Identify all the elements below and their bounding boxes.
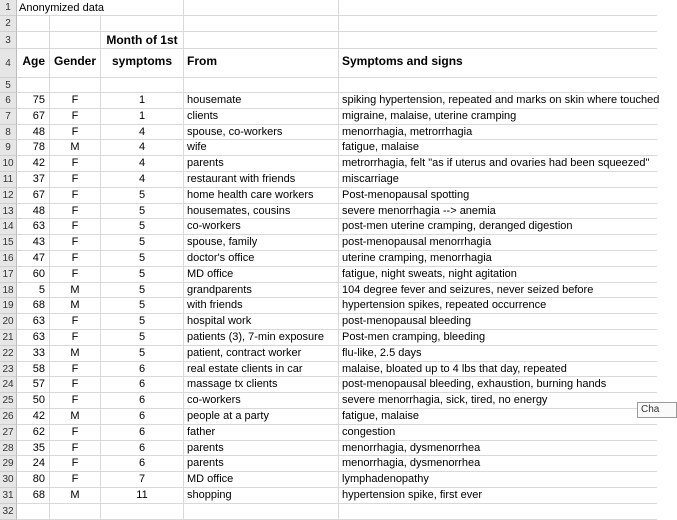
sheet-row xyxy=(0,425,657,441)
from-cell[interactable]: shopping xyxy=(184,488,339,504)
gender-header[interactable]: Gender xyxy=(50,49,101,78)
sheet-row xyxy=(0,267,657,283)
gender-cell[interactable]: F xyxy=(50,109,101,125)
age-cell[interactable]: 75 xyxy=(17,93,50,109)
gender-cell[interactable]: F xyxy=(50,314,101,330)
from-cell[interactable]: parents xyxy=(184,156,339,172)
from-cell[interactable]: housemates, cousins xyxy=(184,204,339,220)
age-cell[interactable]: 48 xyxy=(17,125,50,141)
symptoms-cell[interactable]: post-menopausal bleeding xyxy=(339,314,657,330)
from-cell[interactable]: restaurant with friends xyxy=(184,172,339,188)
gender-cell[interactable]: F xyxy=(50,456,101,472)
gender-cell[interactable]: F xyxy=(50,172,101,188)
gender-cell[interactable]: F xyxy=(50,330,101,346)
symptoms-cell[interactable]: hypertension spikes, repeated occurrence xyxy=(339,298,657,314)
cell[interactable] xyxy=(184,16,339,32)
row-header[interactable]: 12 xyxy=(0,188,17,204)
symptoms-cell[interactable]: metrorrhagia, felt "as if uterus and ovaries had been squeezed" xyxy=(339,156,657,172)
symptoms-cell[interactable]: fatigue, malaise xyxy=(339,409,657,425)
row-header[interactable]: 3 xyxy=(0,32,17,49)
cell[interactable] xyxy=(339,0,657,16)
sheet-row xyxy=(0,93,660,109)
month-cell[interactable]: 5 xyxy=(101,298,184,314)
month-cell[interactable]: 6 xyxy=(101,456,184,472)
sheet-row xyxy=(0,204,657,220)
row-header[interactable]: 22 xyxy=(0,346,17,362)
age-cell[interactable]: 33 xyxy=(17,346,50,362)
sheet-row xyxy=(0,0,657,16)
month-cell[interactable]: 1 xyxy=(101,109,184,125)
from-cell[interactable]: wife xyxy=(184,140,339,156)
row-header[interactable]: 11 xyxy=(0,172,17,188)
from-cell[interactable]: MD office xyxy=(184,267,339,283)
row-header[interactable]: 16 xyxy=(0,251,17,267)
cell[interactable] xyxy=(101,78,184,93)
month-cell[interactable]: 5 xyxy=(101,204,184,220)
row-header[interactable]: 26 xyxy=(0,409,17,425)
cell[interactable] xyxy=(17,78,50,93)
cell[interactable] xyxy=(17,16,50,32)
row-header[interactable]: 8 xyxy=(0,125,17,141)
sheet-row xyxy=(0,251,657,267)
gender-cell[interactable]: F xyxy=(50,362,101,378)
from-cell[interactable]: housemate xyxy=(184,93,339,109)
month-cell[interactable]: 7 xyxy=(101,472,184,488)
symptoms-cell[interactable]: spiking hypertension, repeated and marks on skin where touched xyxy=(339,93,657,109)
sheet-row xyxy=(0,78,657,93)
cell[interactable] xyxy=(184,0,339,16)
row-header[interactable]: 15 xyxy=(0,235,17,251)
title-cell[interactable]: Anonymized data xyxy=(17,0,184,16)
age-cell[interactable]: 60 xyxy=(17,267,50,283)
row-header[interactable]: 23 xyxy=(0,362,17,378)
row-header[interactable]: 2 xyxy=(0,16,17,32)
row-header[interactable]: 20 xyxy=(0,314,17,330)
row-header[interactable]: 9 xyxy=(0,140,17,156)
age-cell[interactable]: 37 xyxy=(17,172,50,188)
age-cell[interactable]: 48 xyxy=(17,204,50,220)
month-cell[interactable]: 5 xyxy=(101,251,184,267)
cell[interactable] xyxy=(50,78,101,93)
symptoms-cell[interactable]: menorrhagia, metrorrhagia xyxy=(339,125,657,141)
cell[interactable] xyxy=(50,16,101,32)
from-cell[interactable]: spouse, co-workers xyxy=(184,125,339,141)
month-cell[interactable]: 4 xyxy=(101,172,184,188)
gender-cell[interactable]: F xyxy=(50,393,101,409)
cell[interactable] xyxy=(101,16,184,32)
cell[interactable] xyxy=(184,32,339,49)
symptoms-cell[interactable]: post-menopausal menorrhagia xyxy=(339,235,657,251)
row-header[interactable]: 24 xyxy=(0,377,17,393)
age-cell[interactable]: 68 xyxy=(17,488,50,504)
month-cell[interactable]: 6 xyxy=(101,441,184,457)
gender-cell[interactable]: F xyxy=(50,267,101,283)
row-header[interactable]: 13 xyxy=(0,204,17,220)
age-cell[interactable]: 47 xyxy=(17,251,50,267)
sheet-row xyxy=(0,314,657,330)
row-header[interactable]: 1 xyxy=(0,0,17,16)
cell-tooltip: Cha xyxy=(637,402,677,418)
sheet-row xyxy=(0,235,657,251)
sheet-row xyxy=(0,393,657,409)
from-cell[interactable]: patients (3), 7-min exposure xyxy=(184,330,339,346)
month-cell[interactable]: 11 xyxy=(101,488,184,504)
sheet-row xyxy=(0,49,657,78)
age-cell[interactable]: 35 xyxy=(17,441,50,457)
cell[interactable] xyxy=(339,504,657,520)
sheet-row xyxy=(0,298,657,314)
gender-cell[interactable]: M xyxy=(50,409,101,425)
sheet-row xyxy=(0,441,657,457)
symptoms-cell[interactable]: fatigue, night sweats, night agitation xyxy=(339,267,657,283)
symptoms-cell[interactable]: severe menorrhagia, sick, tired, no energy xyxy=(339,393,657,409)
symptoms-cell[interactable]: Post-menopausal spotting xyxy=(339,188,657,204)
month-cell[interactable]: 5 xyxy=(101,235,184,251)
from-cell[interactable]: clients xyxy=(184,109,339,125)
symptoms-cell[interactable]: post-men uterine cramping, deranged digestion xyxy=(339,219,657,235)
row-header[interactable]: 29 xyxy=(0,456,17,472)
row-header[interactable]: 27 xyxy=(0,425,17,441)
sheet-row xyxy=(0,362,657,378)
gender-cell[interactable]: F xyxy=(50,472,101,488)
symptoms-cell[interactable]: hypertension spike, first ever xyxy=(339,488,657,504)
sheet-row xyxy=(0,125,657,141)
sheet-row xyxy=(0,156,657,172)
cell[interactable] xyxy=(50,32,101,49)
sheet-row xyxy=(0,409,657,425)
month-header-line1[interactable]: Month of 1st xyxy=(101,32,184,49)
sheet-row xyxy=(0,504,657,520)
symptoms-cell[interactable]: Post-men cramping, bleeding xyxy=(339,330,657,346)
from-cell[interactable]: with friends xyxy=(184,298,339,314)
age-cell[interactable]: 42 xyxy=(17,409,50,425)
age-cell[interactable]: 42 xyxy=(17,156,50,172)
gender-cell[interactable]: M xyxy=(50,283,101,299)
row-header[interactable]: 21 xyxy=(0,330,17,346)
row-header[interactable]: 31 xyxy=(0,488,17,504)
cell[interactable] xyxy=(101,504,184,520)
age-cell[interactable]: 67 xyxy=(17,188,50,204)
symptoms-cell[interactable]: migraine, malaise, uterine cramping xyxy=(339,109,657,125)
gender-cell[interactable]: F xyxy=(50,204,101,220)
month-cell[interactable]: 4 xyxy=(101,125,184,141)
symptoms-cell[interactable]: uterine cramping, menorrhagia xyxy=(339,251,657,267)
cell[interactable] xyxy=(339,78,657,93)
row-header[interactable]: 19 xyxy=(0,298,17,314)
row-header[interactable]: 25 xyxy=(0,393,17,409)
sheet-row xyxy=(0,472,657,488)
gender-cell[interactable]: F xyxy=(50,156,101,172)
age-cell[interactable]: 63 xyxy=(17,219,50,235)
month-cell[interactable]: 6 xyxy=(101,425,184,441)
symptoms-cell[interactable]: menorrhagia, dysmenorrhea xyxy=(339,441,657,457)
sheet-row xyxy=(0,188,657,204)
month-cell[interactable]: 4 xyxy=(101,140,184,156)
symptoms-cell[interactable]: miscarriage xyxy=(339,172,657,188)
symptoms-cell[interactable]: fatigue, malaise xyxy=(339,140,657,156)
month-cell[interactable]: 5 xyxy=(101,346,184,362)
sheet-row xyxy=(0,140,657,156)
month-cell[interactable]: 6 xyxy=(101,409,184,425)
month-cell[interactable]: 5 xyxy=(101,330,184,346)
from-cell[interactable]: parents xyxy=(184,456,339,472)
row-header[interactable]: 4 xyxy=(0,49,17,78)
from-header[interactable]: From xyxy=(184,49,339,78)
symptoms-cell[interactable]: flu-like, 2.5 days xyxy=(339,346,657,362)
from-cell[interactable]: co-workers xyxy=(184,219,339,235)
row-header[interactable]: 30 xyxy=(0,472,17,488)
cell[interactable] xyxy=(17,504,50,520)
row-header[interactable]: 14 xyxy=(0,219,17,235)
from-cell[interactable]: spouse, family xyxy=(184,235,339,251)
age-cell[interactable]: 57 xyxy=(17,377,50,393)
symptoms-cell[interactable]: severe menorrhagia --> anemia xyxy=(339,204,657,220)
symptoms-cell[interactable]: 104 degree fever and seizures, never seized before xyxy=(339,283,657,299)
symptoms-cell[interactable]: malaise, bloated up to 4 lbs that day, repeated xyxy=(339,362,657,378)
cell[interactable] xyxy=(184,78,339,93)
month-cell[interactable]: 4 xyxy=(101,156,184,172)
gender-cell[interactable]: M xyxy=(50,488,101,504)
age-cell[interactable]: 43 xyxy=(17,235,50,251)
gender-cell[interactable]: F xyxy=(50,235,101,251)
from-cell[interactable]: doctor's office xyxy=(184,251,339,267)
gender-cell[interactable]: M xyxy=(50,298,101,314)
age-header[interactable]: Age xyxy=(17,49,50,78)
cell[interactable] xyxy=(184,504,339,520)
sheet-row xyxy=(0,32,657,49)
from-cell[interactable]: patient, contract worker xyxy=(184,346,339,362)
row-header[interactable]: 7 xyxy=(0,109,17,125)
from-cell[interactable]: massage tx clients xyxy=(184,377,339,393)
age-cell[interactable]: 68 xyxy=(17,298,50,314)
from-cell[interactable]: MD office xyxy=(184,472,339,488)
sheet-row xyxy=(0,346,657,362)
month-cell[interactable]: 5 xyxy=(101,219,184,235)
month-cell[interactable]: 6 xyxy=(101,362,184,378)
sheet-row xyxy=(0,330,657,346)
gender-cell[interactable]: F xyxy=(50,377,101,393)
sheet-row xyxy=(0,488,657,504)
month-cell[interactable]: 5 xyxy=(101,314,184,330)
month-cell[interactable]: 5 xyxy=(101,283,184,299)
age-cell[interactable]: 80 xyxy=(17,472,50,488)
from-cell[interactable]: grandparents xyxy=(184,283,339,299)
cell[interactable] xyxy=(50,504,101,520)
row-header[interactable]: 32 xyxy=(0,504,17,520)
sheet-row xyxy=(0,219,657,235)
age-cell[interactable]: 50 xyxy=(17,393,50,409)
symptoms-cell[interactable]: congestion xyxy=(339,425,657,441)
symptoms-cell[interactable]: lymphadenopathy xyxy=(339,472,657,488)
sheet-row xyxy=(0,109,657,125)
month-cell[interactable]: 5 xyxy=(101,267,184,283)
age-cell[interactable]: 63 xyxy=(17,330,50,346)
cell[interactable] xyxy=(17,32,50,49)
from-cell[interactable]: people at a party xyxy=(184,409,339,425)
row-header[interactable]: 18 xyxy=(0,283,17,299)
month-cell[interactable]: 1 xyxy=(101,93,184,109)
row-header[interactable]: 17 xyxy=(0,267,17,283)
row-header[interactable]: 6 xyxy=(0,93,17,109)
from-cell[interactable]: father xyxy=(184,425,339,441)
month-header-line2[interactable]: symptoms xyxy=(101,49,184,78)
gender-cell[interactable]: F xyxy=(50,441,101,457)
from-cell[interactable]: co-workers xyxy=(184,393,339,409)
age-cell[interactable]: 62 xyxy=(17,425,50,441)
sheet-row xyxy=(0,16,657,32)
sheet-row xyxy=(0,456,657,472)
sheet-row xyxy=(0,283,657,299)
age-cell[interactable]: 5 xyxy=(17,283,50,299)
row-header[interactable]: 10 xyxy=(0,156,17,172)
gender-cell[interactable]: M xyxy=(50,140,101,156)
age-cell[interactable]: 58 xyxy=(17,362,50,378)
symptoms-header[interactable]: Symptoms and signs xyxy=(339,49,657,78)
sheet-row xyxy=(0,172,657,188)
age-cell[interactable]: 67 xyxy=(17,109,50,125)
from-cell[interactable]: real estate clients in car xyxy=(184,362,339,378)
age-cell[interactable]: 24 xyxy=(17,456,50,472)
from-cell[interactable]: parents xyxy=(184,441,339,457)
cell[interactable] xyxy=(339,32,657,49)
gender-cell[interactable]: F xyxy=(50,125,101,141)
age-cell[interactable]: 78 xyxy=(17,140,50,156)
month-cell[interactable]: 5 xyxy=(101,188,184,204)
gender-cell[interactable]: F xyxy=(50,219,101,235)
symptoms-cell[interactable]: menorrhagia, dysmenorrhea xyxy=(339,456,657,472)
gender-cell[interactable]: M xyxy=(50,346,101,362)
cell[interactable] xyxy=(339,16,657,32)
age-cell[interactable]: 63 xyxy=(17,314,50,330)
gender-cell[interactable]: F xyxy=(50,93,101,109)
gender-cell[interactable]: F xyxy=(50,251,101,267)
symptoms-cell[interactable]: post-menopausal bleeding, exhaustion, burning hands xyxy=(339,377,657,393)
gender-cell[interactable]: F xyxy=(50,425,101,441)
gender-cell[interactable]: F xyxy=(50,188,101,204)
from-cell[interactable]: home health care workers xyxy=(184,188,339,204)
from-cell[interactable]: hospital work xyxy=(184,314,339,330)
month-cell[interactable]: 6 xyxy=(101,377,184,393)
month-cell[interactable]: 6 xyxy=(101,393,184,409)
sheet-row xyxy=(0,377,657,393)
row-header[interactable]: 28 xyxy=(0,441,17,457)
row-header[interactable]: 5 xyxy=(0,78,17,93)
